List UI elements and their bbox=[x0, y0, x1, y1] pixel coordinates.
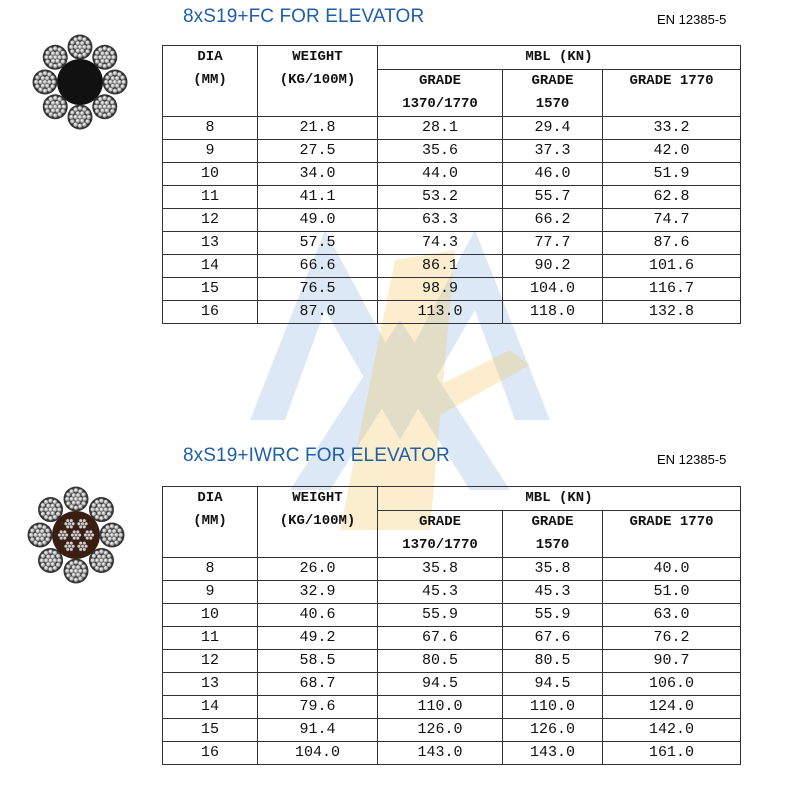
cell-grade-1570: 77.7 bbox=[503, 232, 603, 255]
cell-weight: 79.6 bbox=[258, 696, 378, 719]
cell-dia: 8 bbox=[163, 117, 258, 140]
cell-weight: 68.7 bbox=[258, 673, 378, 696]
cell-dia: 10 bbox=[163, 163, 258, 186]
cell-grade-1370-1770: 74.3 bbox=[378, 232, 503, 255]
cell-grade-1770: 90.7 bbox=[603, 650, 741, 673]
cell-weight: 40.6 bbox=[258, 604, 378, 627]
cell-dia: 16 bbox=[163, 301, 258, 324]
table-row bbox=[163, 604, 741, 627]
cell-dia: 11 bbox=[163, 627, 258, 650]
rope-fc-cross-section-icon bbox=[30, 32, 130, 132]
cell-grade-1770: 74.7 bbox=[603, 209, 741, 232]
cell-dia: 16 bbox=[163, 742, 258, 765]
cell-grade-1770: 40.0 bbox=[603, 558, 741, 581]
table-row bbox=[163, 581, 741, 604]
header-mbl: MBL (KN) bbox=[378, 487, 741, 511]
cell-grade-1770: 101.6 bbox=[603, 255, 741, 278]
cell-grade-1770: 116.7 bbox=[603, 278, 741, 301]
cell-grade-1570: 126.0 bbox=[503, 719, 603, 742]
cell-weight: 87.0 bbox=[258, 301, 378, 324]
cell-grade-1570: 37.3 bbox=[503, 140, 603, 163]
cell-grade-1370-1770: 44.0 bbox=[378, 163, 503, 186]
cell-weight: 57.5 bbox=[258, 232, 378, 255]
cell-grade-1770: 62.8 bbox=[603, 186, 741, 209]
cell-grade-1370-1770: 143.0 bbox=[378, 742, 503, 765]
cell-grade-1370-1770: 98.9 bbox=[378, 278, 503, 301]
cell-grade-1370-1770: 53.2 bbox=[378, 186, 503, 209]
cell-grade-1770: 106.0 bbox=[603, 673, 741, 696]
cell-dia: 15 bbox=[163, 278, 258, 301]
cell-grade-1370-1770: 110.0 bbox=[378, 696, 503, 719]
header-weight: WEIGHT (KG/100M) bbox=[258, 46, 378, 117]
cell-dia: 13 bbox=[163, 232, 258, 255]
cell-dia: 11 bbox=[163, 186, 258, 209]
cell-weight: 41.1 bbox=[258, 186, 378, 209]
table-row bbox=[163, 232, 741, 255]
table-row bbox=[163, 209, 741, 232]
table-row bbox=[163, 186, 741, 209]
table-row bbox=[163, 163, 741, 186]
table-row bbox=[163, 650, 741, 673]
table-row bbox=[163, 278, 741, 301]
header-grade-1570: GRADE 1570 bbox=[503, 70, 603, 117]
cell-grade-1770: 42.0 bbox=[603, 140, 741, 163]
table-row bbox=[163, 140, 741, 163]
cell-grade-1370-1770: 63.3 bbox=[378, 209, 503, 232]
cell-grade-1570: 118.0 bbox=[503, 301, 603, 324]
cell-dia: 14 bbox=[163, 696, 258, 719]
cell-grade-1370-1770: 35.8 bbox=[378, 558, 503, 581]
cell-dia: 13 bbox=[163, 673, 258, 696]
cell-grade-1570: 104.0 bbox=[503, 278, 603, 301]
cell-grade-1370-1770: 113.0 bbox=[378, 301, 503, 324]
cell-dia: 14 bbox=[163, 255, 258, 278]
cell-grade-1570: 90.2 bbox=[503, 255, 603, 278]
cell-weight: 66.6 bbox=[258, 255, 378, 278]
table-row bbox=[163, 742, 741, 765]
cell-grade-1770: 76.2 bbox=[603, 627, 741, 650]
cell-dia: 12 bbox=[163, 209, 258, 232]
section-1-title: 8xS19+FC FOR ELEVATOR bbox=[183, 6, 425, 27]
cell-grade-1570: 110.0 bbox=[503, 696, 603, 719]
cell-grade-1370-1770: 28.1 bbox=[378, 117, 503, 140]
header-grade-1370-1770: GRADE 1370/1770 bbox=[378, 511, 503, 558]
cell-dia: 10 bbox=[163, 604, 258, 627]
spec-table-iwrc bbox=[162, 486, 741, 765]
cell-weight: 104.0 bbox=[258, 742, 378, 765]
rope-iwrc-cross-section-icon bbox=[26, 485, 126, 585]
cell-weight: 49.2 bbox=[258, 627, 378, 650]
cell-grade-1770: 63.0 bbox=[603, 604, 741, 627]
cell-grade-1370-1770: 126.0 bbox=[378, 719, 503, 742]
cell-grade-1570: 55.7 bbox=[503, 186, 603, 209]
cell-dia: 8 bbox=[163, 558, 258, 581]
section-2-title: 8xS19+IWRC FOR ELEVATOR bbox=[183, 445, 450, 466]
cell-grade-1370-1770: 94.5 bbox=[378, 673, 503, 696]
cell-grade-1570: 35.8 bbox=[503, 558, 603, 581]
cell-dia: 9 bbox=[163, 581, 258, 604]
header-grade-1770: GRADE 1770 bbox=[603, 70, 741, 117]
cell-grade-1770: 124.0 bbox=[603, 696, 741, 719]
cell-grade-1770: 142.0 bbox=[603, 719, 741, 742]
cell-grade-1370-1770: 55.9 bbox=[378, 604, 503, 627]
cell-weight: 32.9 bbox=[258, 581, 378, 604]
header-grade-1570: GRADE 1570 bbox=[503, 511, 603, 558]
table-row bbox=[163, 627, 741, 650]
table-row bbox=[163, 719, 741, 742]
cell-weight: 27.5 bbox=[258, 140, 378, 163]
cell-weight: 21.8 bbox=[258, 117, 378, 140]
cell-grade-1570: 80.5 bbox=[503, 650, 603, 673]
cell-grade-1570: 143.0 bbox=[503, 742, 603, 765]
header-dia: DIA (MM) bbox=[163, 46, 258, 117]
cell-grade-1570: 67.6 bbox=[503, 627, 603, 650]
header-dia: DIA (MM) bbox=[163, 487, 258, 558]
cell-weight: 76.5 bbox=[258, 278, 378, 301]
cell-grade-1770: 132.8 bbox=[603, 301, 741, 324]
cell-grade-1570: 46.0 bbox=[503, 163, 603, 186]
cell-weight: 58.5 bbox=[258, 650, 378, 673]
cell-grade-1570: 45.3 bbox=[503, 581, 603, 604]
cell-grade-1570: 55.9 bbox=[503, 604, 603, 627]
header-grade-1370-1770: GRADE 1370/1770 bbox=[378, 70, 503, 117]
header-weight: WEIGHT (KG/100M) bbox=[258, 487, 378, 558]
cell-weight: 34.0 bbox=[258, 163, 378, 186]
cell-grade-1570: 94.5 bbox=[503, 673, 603, 696]
cell-grade-1370-1770: 67.6 bbox=[378, 627, 503, 650]
cell-weight: 91.4 bbox=[258, 719, 378, 742]
cell-grade-1570: 29.4 bbox=[503, 117, 603, 140]
cell-grade-1770: 33.2 bbox=[603, 117, 741, 140]
header-mbl: MBL (KN) bbox=[378, 46, 741, 70]
table-row bbox=[163, 673, 741, 696]
cell-grade-1370-1770: 86.1 bbox=[378, 255, 503, 278]
cell-grade-1770: 161.0 bbox=[603, 742, 741, 765]
cell-grade-1770: 87.6 bbox=[603, 232, 741, 255]
section-2-standard: EN 12385-5 bbox=[657, 452, 727, 467]
cell-grade-1370-1770: 80.5 bbox=[378, 650, 503, 673]
section-1-standard: EN 12385-5 bbox=[657, 12, 727, 27]
cell-weight: 26.0 bbox=[258, 558, 378, 581]
cell-weight: 49.0 bbox=[258, 209, 378, 232]
cell-grade-1770: 51.9 bbox=[603, 163, 741, 186]
table-row bbox=[163, 301, 741, 324]
spec-table-fc bbox=[162, 45, 741, 324]
cell-grade-1770: 51.0 bbox=[603, 581, 741, 604]
cell-dia: 12 bbox=[163, 650, 258, 673]
header-grade-1770: GRADE 1770 bbox=[603, 511, 741, 558]
table-row bbox=[163, 558, 741, 581]
cell-dia: 15 bbox=[163, 719, 258, 742]
cell-grade-1570: 66.2 bbox=[503, 209, 603, 232]
table-row bbox=[163, 255, 741, 278]
cell-dia: 9 bbox=[163, 140, 258, 163]
cell-grade-1370-1770: 45.3 bbox=[378, 581, 503, 604]
table-row bbox=[163, 696, 741, 719]
cell-grade-1370-1770: 35.6 bbox=[378, 140, 503, 163]
table-row bbox=[163, 117, 741, 140]
